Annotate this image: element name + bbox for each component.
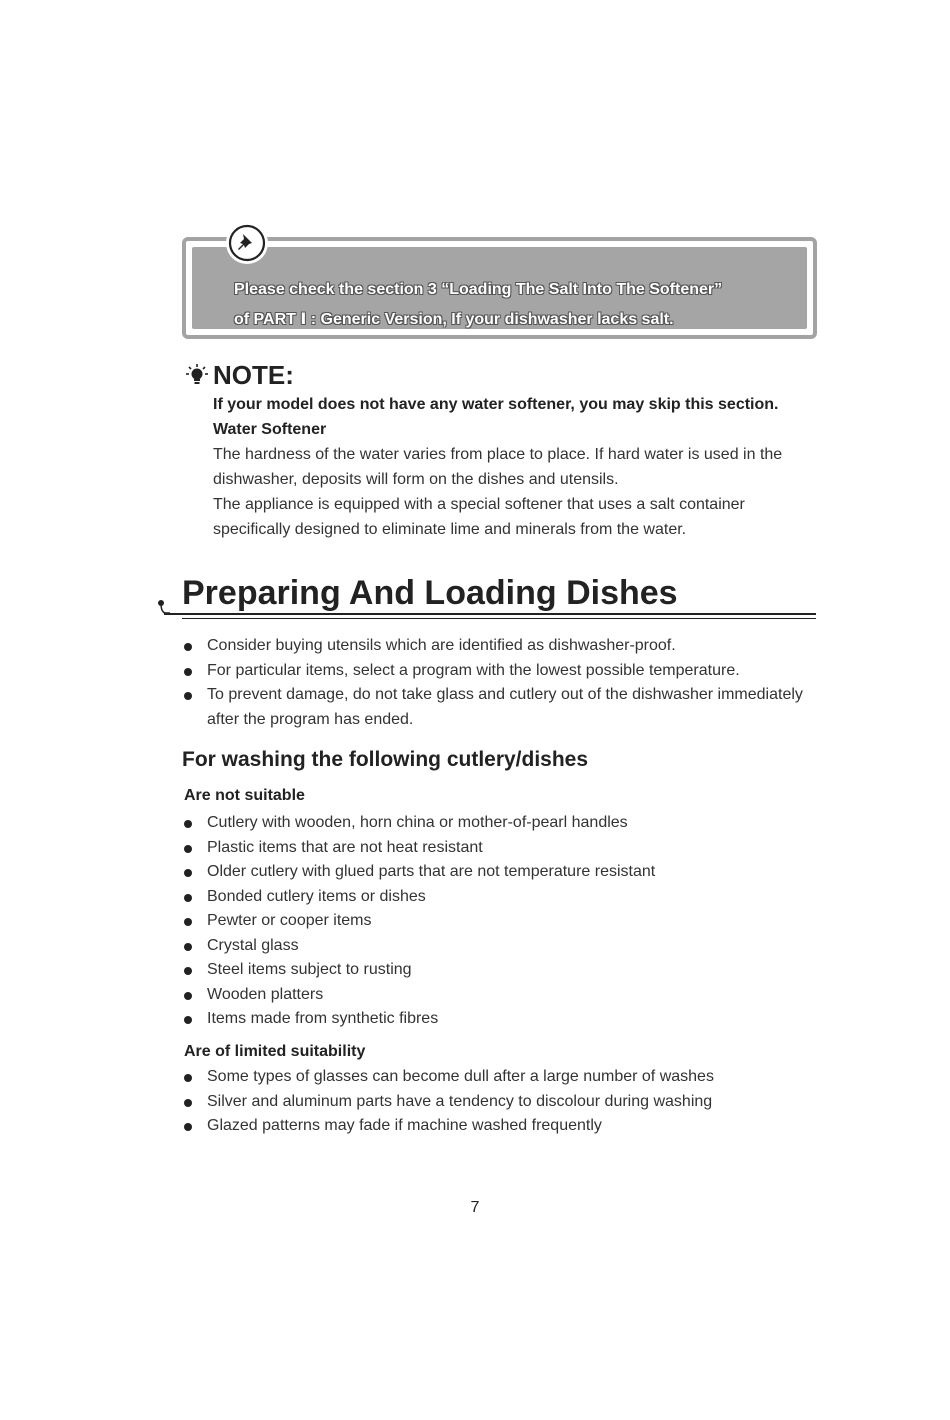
list-item: Bonded cutlery items or dishes: [184, 885, 804, 910]
callout-line-2: of PART Ⅰ : Generic Version, If your dishwasher lacks salt.: [234, 311, 674, 328]
list-item: Cutlery with wooden, horn china or mother-of-pearl handles: [184, 811, 804, 836]
note-title: NOTE:: [213, 360, 294, 390]
list-item: Pewter or cooper items: [184, 909, 804, 934]
list-item: Some types of glasses can become dull after a large number of washes: [184, 1065, 804, 1090]
bullet-icon: [184, 820, 192, 828]
bullet-icon: [184, 1099, 192, 1107]
list-item: To prevent damage, do not take glass and cutlery out of the dishwasher immediately after the program has ended.: [184, 683, 804, 732]
bullet-icon: [184, 992, 192, 1000]
list-item: Silver and aluminum parts have a tendency to discolour during washing: [184, 1090, 804, 1115]
bullet-icon: [184, 967, 192, 975]
list-item: Glazed patterns may fade if machine washed frequently: [184, 1114, 804, 1139]
bullet-icon: [184, 894, 192, 902]
list-item: Older cutlery with glued parts that are not temperature resistant: [184, 860, 804, 885]
lightbulb-icon: [186, 363, 208, 387]
list-item: Wooden platters: [184, 983, 804, 1008]
list-item: For particular items, select a program with the lowest possible temperature.: [184, 659, 804, 684]
bullet-icon: [184, 943, 192, 951]
pushpin-icon: [226, 222, 268, 264]
bullet-icon: [184, 692, 192, 700]
limited-suitability-heading: Are of limited suitability: [184, 1043, 366, 1060]
section-rule: [164, 613, 816, 615]
bullet-icon: [184, 668, 192, 676]
not-suitable-list: [184, 811, 804, 1032]
page-number: 7: [470, 1199, 480, 1216]
bullet-icon: [184, 1074, 192, 1082]
bullet-icon: [184, 643, 192, 651]
list-item: Consider buying utensils which are identified as dishwasher-proof.: [184, 634, 804, 659]
note-paragraph-1: The hardness of the water varies from place to place. If hard water is used in the dishwasher, deposits will form on the dishes and utensils.: [213, 446, 783, 488]
bullet-icon: [184, 918, 192, 926]
section-title: Preparing And Loading Dishes: [182, 574, 678, 612]
salt-callout-box: [182, 237, 817, 339]
callout-line-1: Please check the section 3 “Loading The Salt Into The Softener”: [234, 281, 723, 298]
list-item: Steel items subject to rusting: [184, 958, 804, 983]
limited-suitability-list: [184, 1065, 804, 1139]
section-rule-thin: [182, 618, 816, 619]
note-subheading: Water Softener: [213, 421, 327, 438]
note-paragraph-2: The appliance is equipped with a special softener that uses a salt container specifically designed to eliminate lime and minerals from the water.: [213, 496, 745, 538]
bullet-icon: [184, 1123, 192, 1131]
list-item: Crystal glass: [184, 934, 804, 959]
list-item: Items made from synthetic fibres: [184, 1007, 804, 1032]
callout-text: [234, 275, 722, 335]
note-bold-line: If your model does not have any water softener, you may skip this section.: [213, 396, 779, 413]
not-suitable-heading: Are not suitable: [184, 787, 305, 804]
list-item: Plastic items that are not heat resistant: [184, 836, 804, 861]
tips-list: [184, 634, 804, 732]
callout-panel: [192, 247, 807, 329]
washing-subtitle: For washing the following cutlery/dishes: [182, 748, 589, 771]
bullet-icon: [184, 1016, 192, 1024]
bullet-icon: [184, 845, 192, 853]
bullet-icon: [184, 869, 192, 877]
note-body: [213, 392, 823, 542]
